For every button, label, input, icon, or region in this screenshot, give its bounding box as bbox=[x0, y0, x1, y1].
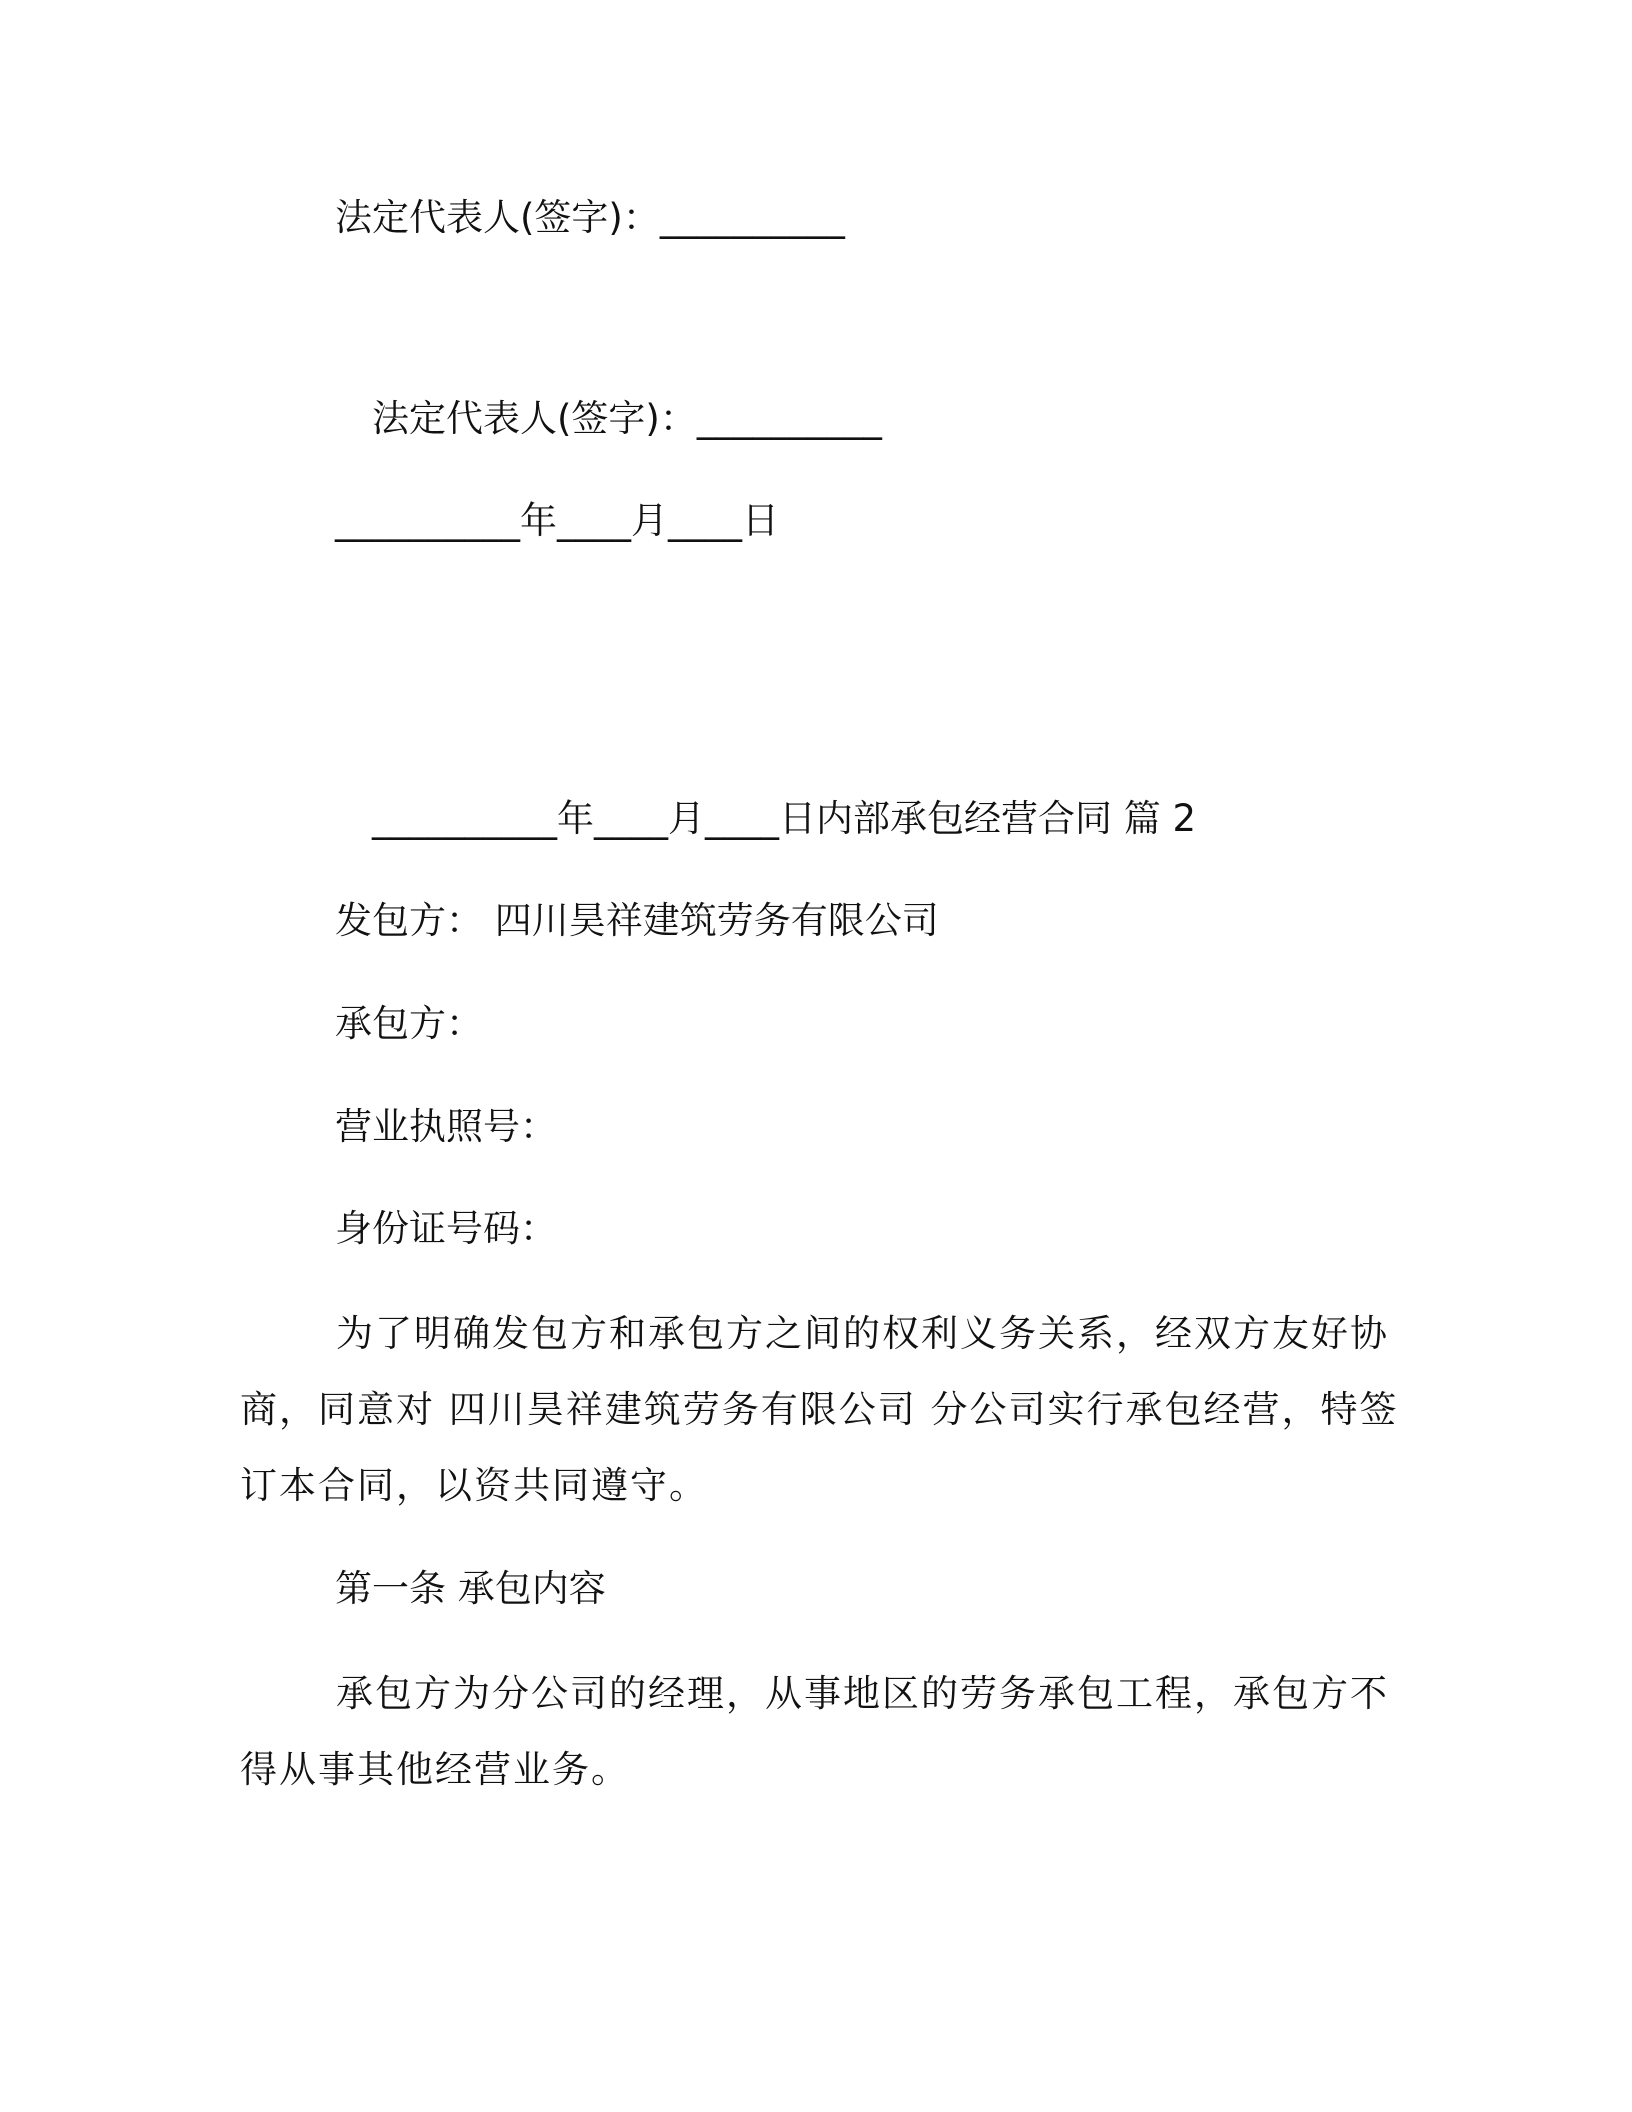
contractor-line: 承包方： bbox=[335, 1002, 483, 1045]
signature-date-line: __________年____月____日 bbox=[335, 499, 779, 542]
license-line: 营业执照号： bbox=[335, 1105, 557, 1148]
signature-line-1: 法定代表人(签字)：__________ bbox=[335, 196, 845, 239]
id-number-line: 身份证号码： bbox=[335, 1207, 557, 1250]
article-1-heading: 第一条 承包内容 bbox=[335, 1567, 606, 1610]
employer-line: 发包方： 四川昊祥建筑劳务有限公司 bbox=[335, 899, 939, 942]
signature-line-2: 法定代表人(签字)：__________ bbox=[372, 397, 882, 440]
preamble-paragraph: 为了明确发包方和承包方之间的权利义务关系，经双方友好协商，同意对 四川昊祥建筑劳务有限公司 分公司实行承包经营，特签订本合同，以资共同遵守。 bbox=[240, 1312, 1399, 1507]
section-heading: __________年____月____日内部承包经营合同 篇 2 bbox=[372, 797, 1197, 840]
article-1-text: 承包方为分公司的经理，从事地区的劳务承包工程，承包方不得从事其他经营业务。 bbox=[240, 1672, 1389, 1791]
